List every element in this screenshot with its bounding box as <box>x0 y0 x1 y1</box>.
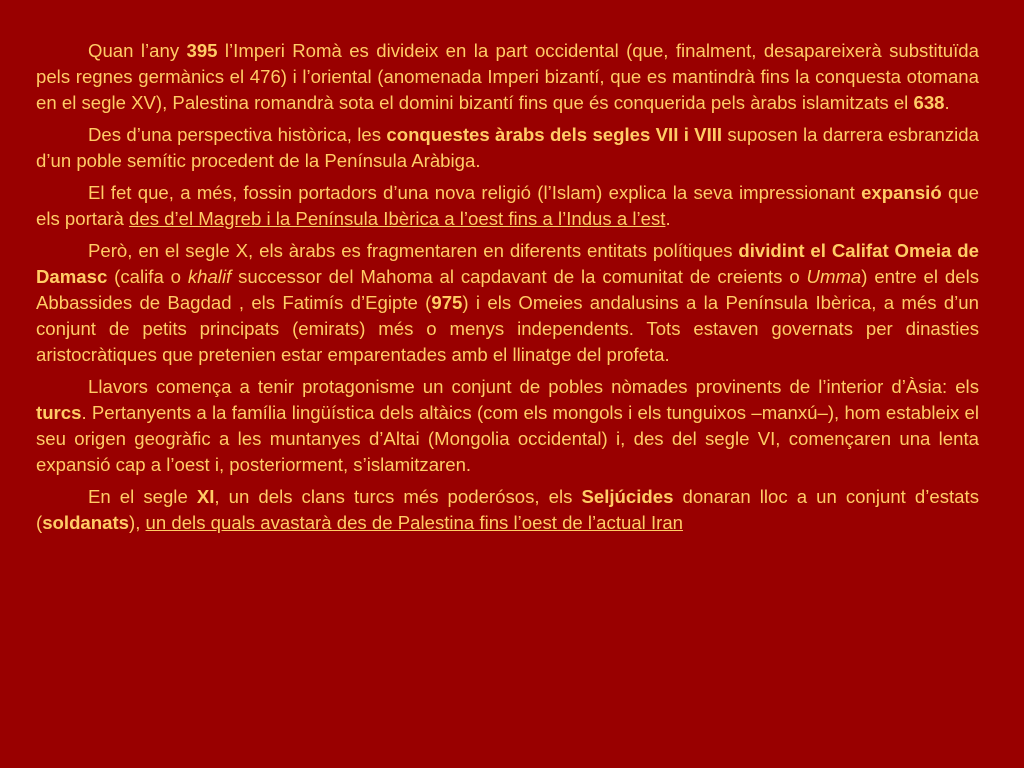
slide-body <box>36 38 979 542</box>
text-run: ) entre el dels Abbassides de Bagdad , els Fatimís d’Egipte ( <box>36 266 979 313</box>
bold-text: conquestes àrabs dels segles VII i VIII <box>386 124 723 145</box>
paragraph-2 <box>36 122 979 174</box>
bold-text: 395 <box>186 40 218 61</box>
text-run: El fet que, a més, fossin portadors d’una nova religió (l’Islam) explica la seva impressionant <box>88 182 862 203</box>
text-run: successor del Mahoma al capdavant de la comunitat de creients o <box>231 266 807 287</box>
text-run: que els portarà <box>36 182 979 229</box>
bold-text: XI <box>196 486 215 507</box>
italic-text: khalif <box>187 266 232 287</box>
bold-text: soldanats <box>42 512 129 533</box>
text-run: ) i els Omeies andalusins a la Península Ibèrica, a més d’un conjunt de petits principats (emirats) més o menys independents. Tots estaven governats per dinasties aristocràtiques que pretenien estar emparentades amb el llinatge del profeta. <box>36 292 979 365</box>
text-run: . <box>665 208 671 229</box>
paragraph-1 <box>36 38 979 116</box>
text-run: donaran lloc a un conjunt d’estats ( <box>36 486 979 533</box>
paragraph-5 <box>36 374 979 478</box>
bold-text: Seljúcides <box>581 486 674 507</box>
bold-text: 975 <box>431 292 463 313</box>
text-run: Llavors comença a tenir protagonisme un conjunt de pobles nòmades provinents de l’interior d’Àsia: els <box>88 376 979 397</box>
bold-text: turcs <box>36 402 82 423</box>
text-run: l’Imperi Romà es divideix en la part occidental (que, finalment, desapareixerà substituïda pels regnes germànics el 476) i l’oriental (anomenada Imperi bizantí, que es mantindrà fins la conquesta otomana en el segle XV), Palestina romandrà sota el domini bizantí fins que és conquerida pels àrabs islamitzats el <box>36 40 979 113</box>
underlined-text: un dels quals avastarà des de Palestina fins l’oest de l’actual Iran <box>145 512 684 533</box>
text-run: ), <box>129 512 146 533</box>
bold-text: dividint el Califat Omeia de Damasc <box>36 240 979 287</box>
paragraph-3 <box>36 180 979 232</box>
text-run: suposen la darrera esbranzida d’un poble semític procedent de la Península Aràbiga. <box>36 124 979 171</box>
text-run: Des d’una perspectiva històrica, les <box>88 124 387 145</box>
text-run: En el segle <box>88 486 197 507</box>
text-run: Quan l’any <box>88 40 187 61</box>
underlined-text: des d’el Magreb i la Península Ibèrica a l’oest fins a l’Indus a l’est <box>129 208 666 229</box>
bold-text: expansió <box>861 182 942 203</box>
text-run: (califa o <box>107 266 188 287</box>
paragraph-6 <box>36 484 979 536</box>
bold-text: 638 <box>913 92 945 113</box>
text-run: Però, en el segle X, els àrabs es fragmentaren en diferents entitats polítiques <box>88 240 739 261</box>
italic-text: Umma <box>806 266 862 287</box>
text-run: . Pertanyents a la família lingüística dels altàics (com els mongols i els tunguixos –manxú–), hom estableix el seu origen geogràfic a les muntanyes d’Altai (Mongolia occidental) i, des del segle VI, començaren una lenta expansió cap a l’oest i, posteriorment, s’islamitzaren. <box>36 402 979 475</box>
text-run: , un dels clans turcs més poderósos, els <box>214 486 582 507</box>
text-run: . <box>944 92 950 113</box>
paragraph-4 <box>36 238 979 368</box>
